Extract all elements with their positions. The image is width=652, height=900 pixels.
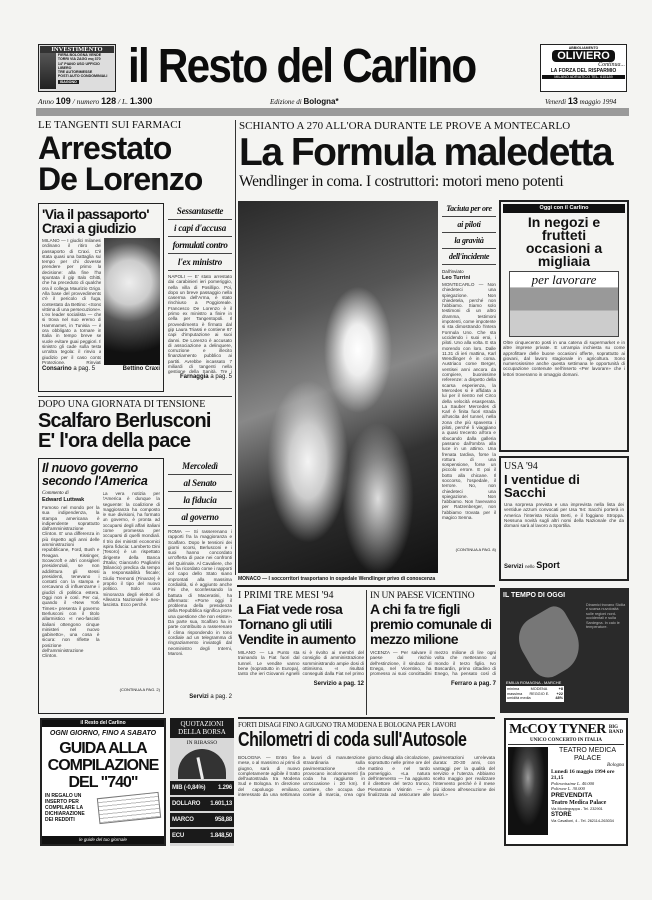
senato-article xyxy=(168,458,232,714)
formula-bar: la gravità xyxy=(442,233,496,249)
figli-kicker: IN UN PAESE VICENTINO xyxy=(370,591,475,601)
ad-line: TORRI VIA ZAGO mq 370 xyxy=(57,57,101,62)
guida-footer: le guide del tuo giornale xyxy=(42,836,164,844)
borsa-trend: IN RIBASSO xyxy=(186,740,218,746)
senato-sign-pre: Servizi xyxy=(189,694,209,700)
sacchi-kicker: USA '94 xyxy=(504,461,538,472)
autosole-body: BOLOGNA — Entro fine mese, o al massimo ai primi di giugno, sarà di nuovo completamente agibile il tratto dell'autostrada tra Modena Sud e Bologna. In direzione del capoluogo emiliano, interessato da una settimana a lavori di manutenzione straordinaria sulla pavimentazione che provocano incolonnamenti (la coda ha raggiunto in un'occasione i 20 km). Il cantiere, che occupa due corsie di marcia, crea ogni giorno disagi alla circolazione, soprattutto nelle prime ore del mattino e nel tardo pomeriggio. «La natura dell'intervento — ha aggiunto il direttore del terzo tronco, Pierantonio Visintin — è finalizzata ad assicurare alle pavimentazioni un'elevata durata: 20-30 anni, con vantaggi per la qualità del servizio e l'utenza. Abbiamo scelto maggio per realizzare l'intervento perché è il mese più idoneo all'esecuzione dei lavori.» xyxy=(238,755,495,798)
masthead-title: il Resto del Carlino xyxy=(128,40,476,93)
masthead-rule xyxy=(36,108,629,116)
ad-oliviero-slogan: LA FORZA DEL RISPARMIO xyxy=(550,68,617,74)
sacchi-box[interactable] xyxy=(499,456,629,581)
lorenzo-headline-1: Arrestato xyxy=(38,130,172,166)
scalfaro-headline xyxy=(38,411,232,451)
luttwak-continua[interactable]: (CONTINUA A PAG. 2) xyxy=(119,687,160,692)
luttwak-body-2: La vera notizia per l'America è dunque la seguente: la coalizione di maggioranza ha composto le sue divisioni, ha formato un governo, è pronta ad occuparsi degli affari italiani come promessa per occuparsi di quelli mondiali. Il trio dei ministri economici ispira fiducia: Lamberto Dini (Tesoro) è un rispettato dirigente della Banca d'Italia; Giancarlo Pagliarini (Bilancio) predica da tempo la responsabilità fiscale; Giulio Tremonti (Finanze) è proprio il tipo del nuovo politico. Solo una minoranza degli elettori di Alleanza Nazionale è neo-fascista. Ecco perché. xyxy=(102,491,160,608)
price-label: / L. xyxy=(118,97,129,106)
fiat-article xyxy=(238,590,364,715)
negozi-body: Oltre cinquecento posti in una catena di supermarket e in altre imprese private. E un'ampia inchiesta su come approfittare delle buone occasioni offerte, soprattutto ai giovani, dal lavoro stagionale in agricoltura. Sono numerosissime anche questa settimana le opportunità di occupazione contenute nell'inserto «Per lavorare» che i lettori troveranno in omaggio domani. xyxy=(503,340,625,377)
formula-headline: La Formula maledetta xyxy=(239,131,613,174)
autosole-article xyxy=(238,717,495,847)
wendlinger-photo xyxy=(238,201,438,573)
date-day: Venerdì xyxy=(545,98,567,106)
weather-city: MODENA xyxy=(530,687,548,691)
mccoy-price-2: Poltrone L. 30.000 xyxy=(551,786,585,791)
figli-sign-name: Ferraro xyxy=(450,681,472,687)
figli-body: VICENZA — Per salvare il paese dal rischio dell'estinzione, il sindaco di Enego, nel Vicentino, ha promesso ai suoi concittadini mezzo milione di lire ogni volta che metteranno al mondo il terzo figlio. Ivo Boscardin, primo cittadino di Enego, ha pensato così di xyxy=(370,650,496,677)
figli-sign-page: a pag. 7 xyxy=(473,681,496,687)
mccoy-presale: PREVENDITA xyxy=(551,792,593,799)
mccoy-subtitle: UNICO CONCERTO IN ITALIA xyxy=(508,738,624,745)
mccoy-store: STORE xyxy=(551,811,572,818)
borsa-box[interactable] xyxy=(170,718,234,846)
mccoy-photo xyxy=(508,747,548,835)
borsa-row xyxy=(170,781,234,795)
figli-sign xyxy=(370,681,496,688)
fiat-kicker: I PRIMI TRE MESI '94 xyxy=(238,590,334,601)
borsa-row xyxy=(170,829,234,843)
weather-label: umidità media xyxy=(507,696,531,701)
weather-value: +8 xyxy=(558,687,563,691)
guida-gift: IN REGALO UN INSERTO PER COMPILARE LA DICHIARAZIONE DEI REDDITI xyxy=(45,793,85,823)
ad-oliviero-top: ABBIGLIAMENTO xyxy=(568,46,599,50)
issue-info xyxy=(38,96,152,106)
ad-line: POSTI AUTO CONDOMINIALI xyxy=(57,74,108,79)
negozi-tag: Oggi con il Carlino xyxy=(503,204,625,213)
guida-headline-3: DEL "740" xyxy=(68,774,138,791)
lorenzo-section xyxy=(38,119,232,195)
autosole-headline: Chilometri di coda sull'Autosole xyxy=(238,729,467,751)
mccoy-presale-venue: Teatro Medica Palace xyxy=(551,800,607,806)
mccoy-venue: TEATRO MEDICA PALACE xyxy=(558,747,617,762)
lorenzo-headline-2: De Lorenzo xyxy=(38,161,203,197)
guida-header: il Resto del Carlino xyxy=(42,720,164,727)
borsa-name: MARCO xyxy=(172,817,194,823)
scalfaro-headline-1: Scalfaro Berlusconi xyxy=(38,410,211,432)
craxi-headline: 'Via il passaporto' Craxi a giudizio xyxy=(42,206,150,236)
weather-value: 48% xyxy=(555,696,563,701)
formula-byline: Leo Turrini xyxy=(442,275,471,281)
formula-bar: Taciuta per ore xyxy=(442,201,496,217)
senato-bar: al Senato xyxy=(168,475,232,492)
weather-title: IL TEMPO DI OGGI xyxy=(503,592,566,599)
edition-name: Bologna* xyxy=(303,97,339,106)
borsa-title: QUOTAZIONI DELLA BORSA xyxy=(170,718,234,738)
borsa-value: 1.296 xyxy=(217,785,232,791)
accuse-bar: l'ex ministro xyxy=(168,254,232,271)
date-month: maggio xyxy=(579,98,601,106)
craxi-article[interactable] xyxy=(38,203,164,392)
center-rule xyxy=(237,585,495,587)
senato-body: ROMA — Si rasserenano i rapporti fra la maggioranza e Scalfaro. Dopo le tensioni dei giorni scorsi, Berlusconi e i suoi hanno concordato un'offerta di pace nei confronti del Quirinale. Al Cavaliere, che ieri ha ricordato come i rapporti col capo dello Stato siano improntati alla massima cordialità, si è aggiunto anche Fini che, sconfessando la battuta di Maceratini, ha affermato: «Porre oggi il problema della presidenza della Repubblica significa porre una questione che non esiste». Da parte sua, Scalfaro ha in parte contribuito a rasserenare il clima rispondendo in tono cordiale ad un telegramma di ringraziamento inviatogli dal neoministro degli Interni, Maroni. xyxy=(168,529,232,656)
borsa-row xyxy=(170,813,234,827)
date-num: 13 xyxy=(567,96,578,106)
senato-sign-page: a pag. 2 xyxy=(210,694,232,700)
figli-headline: A chi fa tre figli premio comunale di mezzo milione xyxy=(370,601,492,647)
figli-article xyxy=(366,590,496,715)
luttwak-article[interactable] xyxy=(38,458,164,714)
fiat-sign xyxy=(238,681,364,688)
borsa-row xyxy=(170,797,234,811)
formula-subhead: Wendlinger in coma. I costruttori: motori meno potenti xyxy=(239,173,564,190)
date xyxy=(545,96,616,106)
sacchi-sign-section: Sport xyxy=(536,560,560,570)
luttwak-body-1: Famoso nel mondo per la sua indipendenza, la stampa americana è indipendente soprattutto dall'amministrazione Clinton. E' una differenza in più rispetto agli anni delle amministrazioni repubblicane, Ford, Bush e Reagan. Kissinger, Scowcroft e altri consiglieri presidenziali, se non addirittura gli stessi presidenti, tenevano i contatti con la stampa e cercavano di influenzarne i giudizi di politica estera. Oggi non è così. Per cui, quando il «New York Times» presenta il governo Berlusconi con il titolo allarmistico «I neo-fascisti italiani ottengono cinque ministeri nel nuovo gabinetto», una cosa è sicura: non riflette la posizione dell'amministrazione Clinton. xyxy=(42,505,100,659)
borsa-name: ECU xyxy=(172,833,185,839)
formula-bar: dell'incidente xyxy=(442,249,496,265)
weather-label: minima xyxy=(507,687,520,691)
negozi-box[interactable] xyxy=(499,200,629,452)
formula-caption: MONACO — I soccorritori trasportano in ospedale Wendlinger privo di conoscenza xyxy=(238,576,436,582)
accuse-sign-page: a pag. 5 xyxy=(210,374,232,380)
ad-investimento[interactable] xyxy=(38,44,116,92)
numero: 128 xyxy=(101,96,117,106)
italy-map xyxy=(510,602,589,684)
mccoy-name: McCOY TYNER xyxy=(509,722,606,737)
formula-continua[interactable]: (CONTINUA A PAG. 8) xyxy=(455,547,496,552)
accuse-bar: formulati contro xyxy=(168,237,232,254)
borsa-value: 958,88 xyxy=(214,817,232,823)
borsa-value: 1.848,50 xyxy=(210,833,232,839)
formula-bar: ai piloti xyxy=(442,217,496,233)
fiat-sign-page: a pag. 12 xyxy=(338,681,364,687)
sacchi-headline: I ventidue di Sacchi xyxy=(504,472,580,500)
ad-line: FIERA BOLOGNA VENDE xyxy=(57,53,102,57)
craxi-sign-page: a pag. 5 xyxy=(73,366,96,372)
weather-table xyxy=(506,686,564,702)
guida-headline xyxy=(42,740,164,791)
mccoy-city: Bologna xyxy=(607,763,624,768)
mccoy-price-1: Poltronissime L. 40.000 xyxy=(551,781,595,786)
mccoy-address-1: Via Montegrappa - Tel. 232901 xyxy=(551,807,603,811)
lorenzo-headline xyxy=(38,130,232,197)
mccoy-date: Lunedì 16 maggio 1994 ore 21,15 xyxy=(551,769,615,781)
mccoy-band: BIG BAND xyxy=(608,725,624,735)
mccoy-address-2: Via Cavalloni, 4 - Tel. 262114-263034 xyxy=(551,818,614,823)
accuse-sign-name: Farnaggia xyxy=(179,374,209,380)
senato-bar: al governo xyxy=(168,509,232,526)
accuse-article xyxy=(168,203,232,392)
ad-brand: ISAGONO xyxy=(59,79,77,84)
guida-line1: OGNI GIORNO, FINO A SABATO xyxy=(49,730,157,737)
borsa-value: 1.601,13 xyxy=(210,801,232,807)
ad-line: 14° PIANO USO UFFICIO LIBERO xyxy=(57,61,100,70)
craxi-body: MILANO — I giudici milanesi ordinano il ritiro del passaporto di Craxi. C'è stata quasi una battaglia sul tempo per chi dovesse prendere per primo la decisione: alla fine l'ha spuntata il gip Italo Ghitti, che ha preceduto di qualche ora il collega Maurizio Grigo. Alla base del provvedimento c'è il pericolo di fuga, contestato da Bettino: «Sono vittima di una persecuzione». L'ex leader socialista — che si trova nel suo eremo di Hammamet, in Tunisia — è ora obbligato a tornare in Italia in tempo breve se vuole evitare guai peggiori. Il sinistro gli cade sulla testa un'altra tegola: il rinvio a giudizio per il caso conto Protezione. Rinviati xyxy=(42,238,102,365)
accuse-bar: i capi d'accusa xyxy=(168,220,232,237)
edition-label: Edizione di xyxy=(270,98,302,106)
formula-section xyxy=(235,120,629,198)
weather-region: EMILIA ROMAGNA - MARCHE xyxy=(506,680,562,685)
ad-oliviero-script: Continua... xyxy=(598,62,625,68)
ad-oliviero[interactable] xyxy=(540,44,627,92)
sacchi-sign-mid: nello xyxy=(525,564,535,569)
borsa-name: MIB (-0,84%) xyxy=(172,785,206,791)
weather-box[interactable] xyxy=(500,588,629,713)
autosole-kicker: FORTI DISAGI FINO A GIUGNO TRA MODENA E BOLOGNA PER LAVORI xyxy=(238,721,456,729)
accuse-sign xyxy=(168,374,232,381)
ad-oliviero-brand: OLIVIERO xyxy=(552,50,615,62)
ad-line: TRE AUTORIMESSE xyxy=(57,70,93,75)
formula-rule xyxy=(235,198,236,575)
senato-bar: la fiducia xyxy=(168,492,232,509)
formula-byline-label: Dall'inviato xyxy=(442,269,464,274)
senato-sign xyxy=(168,694,232,701)
gauge-needle xyxy=(196,757,204,779)
accuse-bar: Sessantasette xyxy=(168,203,232,220)
price: 1.300 xyxy=(129,96,153,106)
weather-city: REGGIO E. xyxy=(529,691,550,696)
formula-body: MONTECARLO — Non chiedeteci una spiegazione. Non chiedetela, perché non l'abbiamo. Siamo solo testimoni di un altro dramma, testimoni impotenti, come impotente si sta dimostrando l'intera Formula Uno. Che sta uccidendo i suoi eroi, i piloti. Uno alla volta. E sta morendo con loro. Dalle 11.31 di ieri mattina, Karl Wendlinger è in coma. Austriaco come Berger, ventisei anni ancora da compiere, buonissime referenze: a dispetto della scarsa esperienza, la Mercedes si è affidata a lui per il rientro nel Circo della velocità esasperata. La Sauber Mercedes di Karl è finita fuori strada all'uscita del tunnel, nella zona che più spaventa i piloti, perché li viaggiano a quasi trecento all'ora e sbucando dalla galleria passano dall'ombra alla luce in un attimo. Una frenata tardiva, forse la rottura di una sospensione, forse un piccolo errore. E poi il botto alla chicane. Il soccorso, l'ospedale, il terrore. No, non chiedeteci una spiegazione. Non l'abbiamo. Non l'avevamo per Ratzenberger, non l'abbiamo trovata per il magico Senna. xyxy=(442,282,496,521)
scalfaro-headline-2: E' l'ora della pace xyxy=(38,430,191,452)
craxi-sign xyxy=(42,366,95,373)
craxi-sign-name: Consarino xyxy=(42,366,72,372)
luttwak-comment-label: Commento di xyxy=(42,491,69,496)
edition xyxy=(270,97,339,106)
craxi-caption: Bettino Craxi xyxy=(122,366,160,372)
craxi-photo xyxy=(104,238,160,365)
senato-bar: Mercoledì xyxy=(168,458,232,475)
weather-label: massima xyxy=(507,691,523,696)
negozi-insert-image xyxy=(509,271,619,337)
formula-column xyxy=(442,201,496,571)
luttwak-headline: Il nuovo governo secondo l'America xyxy=(42,461,148,488)
date-year: 1994 xyxy=(602,98,617,106)
fiat-body: MILANO — La Punto sta trainando la Fiat fuori dal tunnel. Le vendite vanno bene (soprattutto in Europa), tanto che ieri Giovanni Agnelli si è rivolto ai membri del consiglio di amministrazione somministrando ampie dosi di ottimismo. «I risultati conseguiti dalla Fiat nel primo xyxy=(238,650,364,677)
ad-oliviero-bottom: MILANO ADRIATICO TEL. 615189 xyxy=(542,75,625,79)
guida-ad[interactable] xyxy=(40,718,166,846)
weather-row xyxy=(507,696,563,701)
borsa-name: DOLLARO xyxy=(172,801,201,807)
ad-investimento-title: INVESTIMENTO xyxy=(40,46,114,53)
sacchi-body: Una sorpresa prevista e una imprevista nella lista dei ventidue azzurri convocati per Usa '94: Sacchi porterà in America l'interista Nicola Berti, e il foggiano Stroppa. Nessuna novità sugli altri nomi della Nazionale che da domani sarà al lavoro a Sportilia. xyxy=(504,502,624,529)
fiat-sign-pre: Servizio xyxy=(313,681,337,687)
luttwak-author: Edward Luttwak xyxy=(42,497,85,503)
negozi-headline: In negozi e frutteti occasioni a migliaia xyxy=(525,214,603,269)
guida-headline-2: COMPILAZIONE xyxy=(47,757,159,774)
scalfaro-section xyxy=(38,396,232,451)
numero-label: / numero xyxy=(72,97,100,106)
guida-headline-1: GUIDA ALLA xyxy=(59,740,147,757)
anno-label: Anno xyxy=(38,97,54,106)
building-image xyxy=(40,53,56,89)
weather-text: Dinamici trovano Sicilia e scarsa nuvolosità sulle regioni nord-occidentali e sulla Sardegna. In calo le temperature. xyxy=(586,603,626,630)
negozi-insert-title: per lavorare xyxy=(510,272,618,287)
sacchi-sign-pre: Servizi xyxy=(504,564,524,570)
guida-form-image xyxy=(97,792,161,824)
weather-value: +22 xyxy=(556,691,563,696)
formula-kicker: SCHIANTO A 270 ALL'ORA DURANTE LE PROVE A MONTECARLO xyxy=(239,120,571,132)
sacchi-sign xyxy=(504,560,624,573)
scalfaro-kicker: DOPO UNA GIORNATA DI TENSIONE xyxy=(38,399,206,410)
accuse-body: NAPOLI — E' stato arrestato dai carabinieri ieri pomeriggio, nella villa di Posillipo. Poi, dopo un breve passaggio nella caserma dell'Arma, è stato rinchiuso a Poggioreale. Francesco De Lorenzo è il primo ex ministro a finire in cella per Tangentopoli. Il provvedimento è firmato dal gip Laura Triassi e contiene 67 capi d'imputazione ai suoi danni. De Lorenzo è accusato di associazione a delinquere, corruzione e illecito finanziamento pubblico ai partiti. Avrebbe incassato 7 miliardi di tangenti nella gestione della Sanità. Tre i xyxy=(168,274,232,374)
anno: 109 xyxy=(55,96,71,106)
lorenzo-kicker: LE TANGENTI SUI FARMACI xyxy=(38,119,182,131)
borsa-gauge xyxy=(178,749,226,779)
fiat-headline: La Fiat vede rosa Tornano gli utili Vendite in aumento xyxy=(238,601,356,647)
mccoy-ad[interactable] xyxy=(504,718,628,846)
